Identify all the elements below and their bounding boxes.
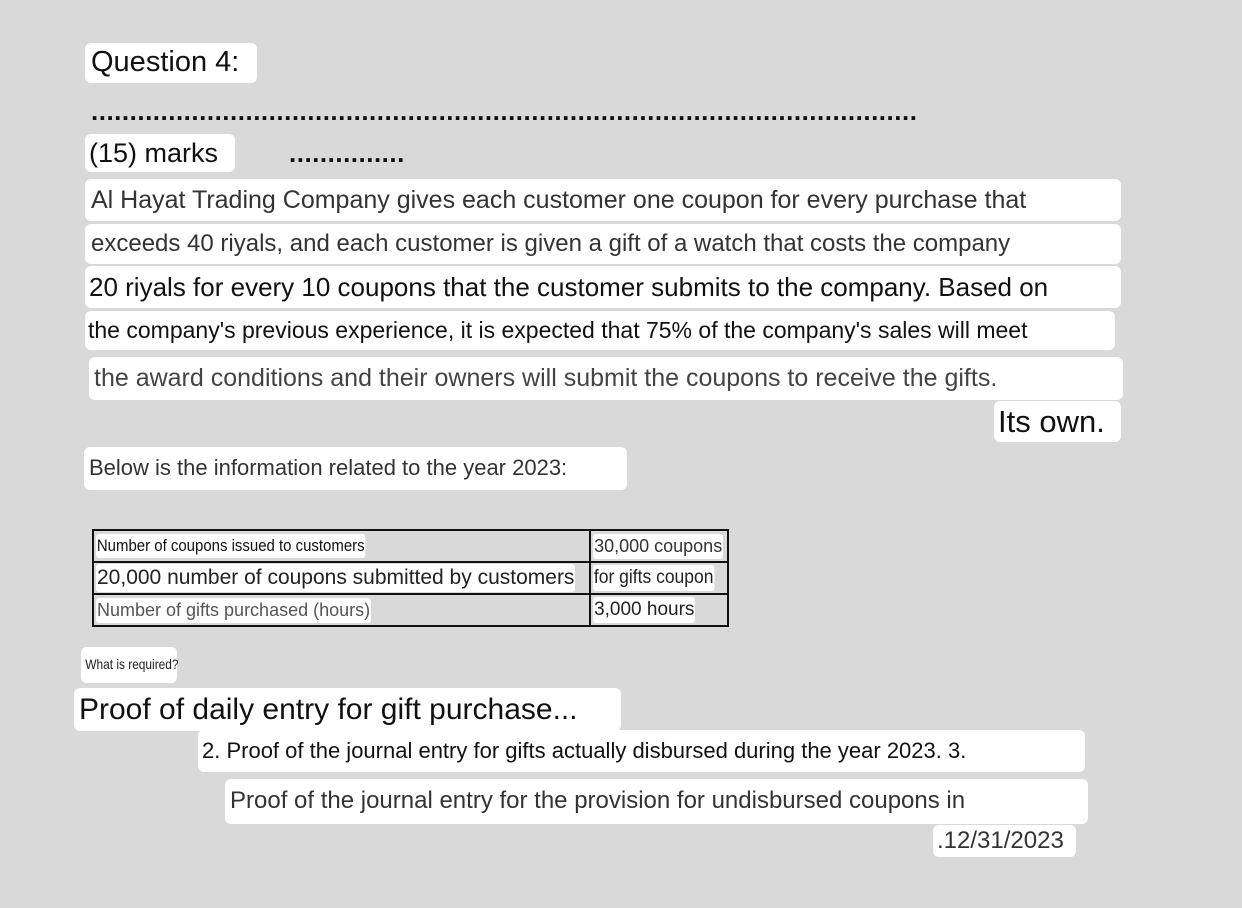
table-row [93,594,728,626]
dotted-separator-short: ............... [289,140,405,164]
paragraph-line-1: Al Hayat Trading Company gives each customer one coupon for every purchase that [85,179,1121,221]
required-item-1: Proof of daily entry for gift purchase... [74,688,621,731]
marks-label: (15) marks [85,134,235,172]
row-value: for gifts coupon [593,565,714,591]
row-label: Number of coupons issued to customers [96,534,366,558]
required-item-2: 2. Proof of the journal entry for gifts actually disbursed during the year 2023. 3. [198,730,1085,772]
paragraph-line-5: the award conditions and their owners will submit the coupons to receive the gifts. [89,357,1123,400]
table-cell-value [590,594,728,626]
paragraph-line-4: the company's previous experience, it is expected that 75% of the company's sales will meet [85,311,1115,350]
table-cell-label [93,594,590,626]
paragraph-line-2: exceeds 40 riyals, and each customer is given a gift of a watch that costs the company [85,224,1121,264]
table-cell-label [93,562,590,594]
row-label: Number of gifts purchased (hours) [96,598,371,623]
table-row [93,530,728,562]
table-row [93,562,728,594]
dotted-separator-long: ........................................................................................................... [91,98,918,120]
info-table [92,529,729,627]
its-own-text: Its own. [994,401,1121,442]
row-label: 20,000 number of coupons submitted by customers [96,564,575,592]
required-heading: What is required? [81,647,177,683]
info-intro: Below is the information related to the year 2023: [84,447,627,490]
row-value: 30,000 coupons [593,534,723,559]
row-value: 3,000 hours [593,597,695,623]
table-cell-value [590,530,728,562]
table-cell-value [590,562,728,594]
question-title: Question 4: [85,43,257,83]
required-item-3-date: .12/31/2023 [933,825,1076,857]
required-item-3: Proof of the journal entry for the provision for undisbursed coupons in [225,779,1088,824]
table-cell-label [93,530,590,562]
paragraph-line-3: 20 riyals for every 10 coupons that the customer submits to the company. Based on [85,266,1121,308]
